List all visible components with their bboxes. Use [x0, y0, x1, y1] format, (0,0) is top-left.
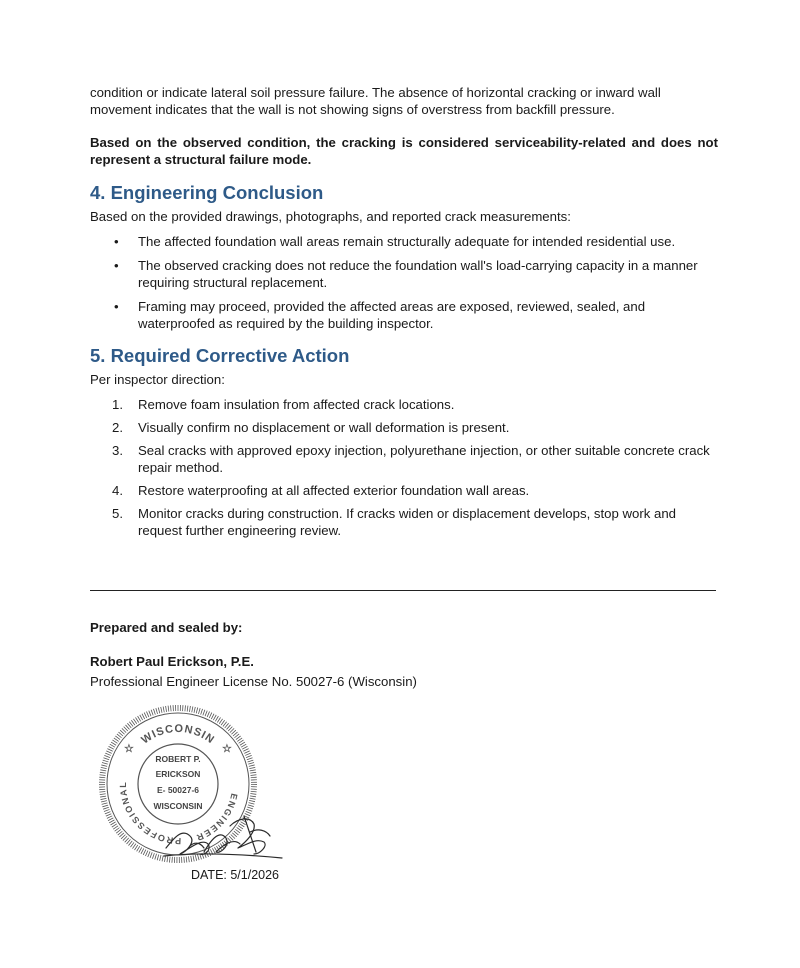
star-icon: ☆ [222, 743, 232, 755]
corrective-action-list [90, 396, 718, 539]
list-item: 2. Visually confirm no displacement or wall deformation is present. [112, 420, 510, 435]
seal-center-line: E- 50027-6 [156, 785, 200, 795]
section-5-lead: Per inspector direction: [90, 372, 225, 387]
list-item: • The observed cracking does not reduce the foundation wall's load-carrying capacity in a manner requiring structural replacement. [114, 258, 698, 290]
seal-center-line: WISCONSIN [153, 801, 203, 811]
star-icon: ☆ [124, 743, 134, 755]
bullet-icon: • [114, 299, 119, 314]
bullet-icon: • [114, 234, 119, 249]
signature-block [90, 619, 590, 690]
list-item: 5. Monitor cracks during construction. If cracks widen or displacement develops, stop work and request further engineering review. [112, 506, 677, 538]
section-4-lead: Based on the provided drawings, photographs, and reported crack measurements: [90, 209, 571, 224]
seal-center-line: ERICKSON [155, 769, 201, 779]
list-item: 4. Restore waterproofing at all affected exterior foundation wall areas. [112, 483, 530, 498]
handwritten-signature [160, 808, 290, 868]
section-5-heading: 5. Required Corrective Action [90, 345, 350, 366]
list-item: 3. Seal cracks with approved epoxy injection, polyurethane injection, or other suitable concrete crack repair method. [112, 443, 710, 475]
svg-text:WISCONSIN [139, 723, 216, 747]
list-item: • The affected foundation wall areas remain structurally adequate for intended residential use. [114, 234, 676, 249]
document-body [90, 84, 718, 539]
section-4-heading: 4. Engineering Conclusion [90, 182, 324, 203]
seal-top-text: WISCONSIN [139, 722, 217, 747]
license-line: Professional Engineer License No. 50027-6 (Wisconsin) [90, 674, 417, 689]
list-item: 1. Remove foam insulation from affected crack locations. [112, 397, 455, 412]
conclusion-statement: Based on the observed condition, the cracking is considered serviceability-related and does not represent a structural failure mode. [90, 135, 718, 167]
bullet-icon: • [114, 258, 119, 273]
conclusion-bullet-list [90, 233, 718, 332]
list-item: • Framing may proceed, provided the affected areas are exposed, reviewed, sealed, and waterproofed as required by the building inspector. [114, 299, 646, 331]
seal-right-text: ENGINEER [193, 792, 240, 844]
seal-center-line: ROBERT P. [155, 754, 201, 764]
signature-date: DATE: 5/1/2026 [191, 868, 280, 882]
prepared-label: Prepared and sealed by: [90, 620, 243, 635]
intro-paragraph: condition or indicate lateral soil pressure failure. The absence of horizontal cracking or inward wall movement indicates that the wall is not showing signs of overstress from backfill pressure. [90, 85, 661, 117]
engineer-name: Robert Paul Erickson, P.E. [90, 654, 254, 669]
seal-left-text: PROFESSIONAL [117, 780, 182, 847]
section-divider [90, 590, 716, 591]
